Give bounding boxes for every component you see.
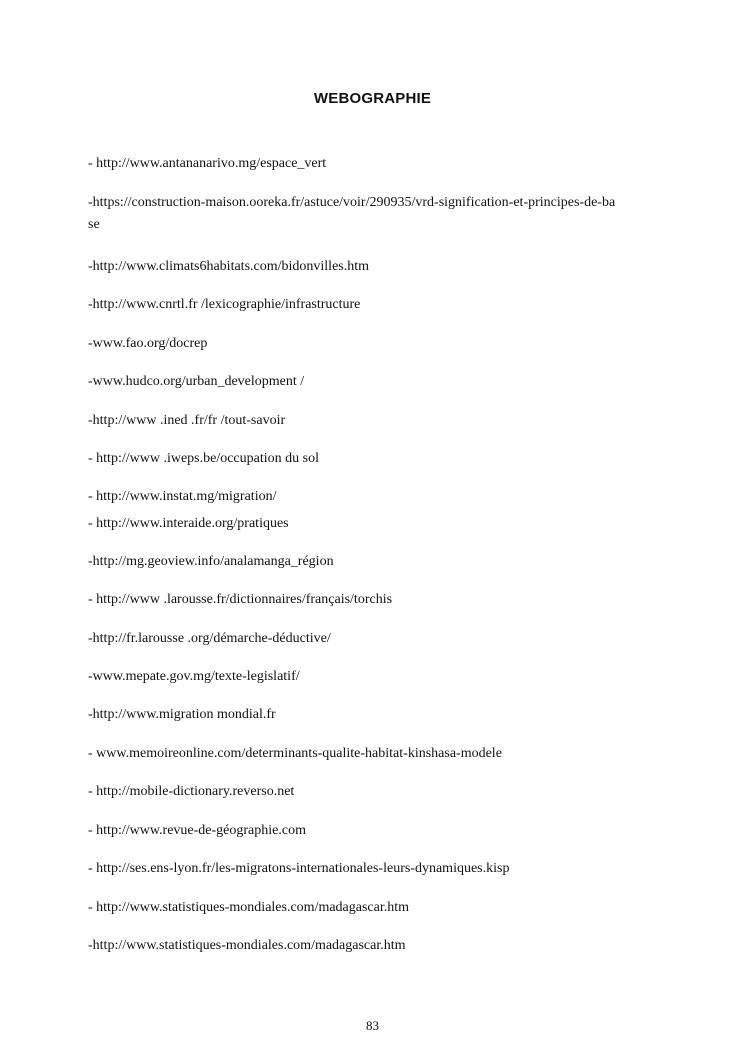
reference-entry: -http://mg.geoview.info/analamanga_région bbox=[88, 554, 334, 569]
reference-entry: - http://www.instat.mg/migration/ bbox=[88, 489, 277, 504]
reference-entry: -https://construction-maison.ooreka.fr/astuce/voir/290935/vrd-signification-et-principes-de-base bbox=[88, 195, 616, 232]
reference-entry: -http://www .ined .fr/fr /tout-savoir bbox=[88, 413, 286, 428]
reference-entry: - http://mobile-dictionary.reverso.net bbox=[88, 784, 295, 799]
reference-entry: -http://www.climats6habitats.com/bidonvilles.htm bbox=[88, 259, 370, 274]
reference-entry: - www.memoireonline.com/determinants-qualite-habitat-kinshasa-modele bbox=[88, 746, 502, 761]
reference-entry: -www.fao.org/docrep bbox=[88, 336, 208, 351]
reference-entry: - http://www.statistiques-mondiales.com/madagascar.htm bbox=[88, 900, 410, 915]
page-title: WEBOGRAPHIE bbox=[313, 90, 432, 107]
reference-entry: -www.mepate.gov.mg/texte-legislatif/ bbox=[88, 669, 300, 684]
reference-entry: - http://www .larousse.fr/dictionnaires/français/torchis bbox=[88, 592, 393, 607]
page-number: 83 bbox=[366, 1018, 379, 1033]
reference-entry: -http://www.cnrtl.fr /lexicographie/infrastructure bbox=[88, 297, 361, 312]
reference-entry: -http://www.migration mondial.fr bbox=[88, 707, 276, 722]
reference-entry: - http://www.interaide.org/pratiques bbox=[88, 516, 289, 531]
reference-entry: - http://ses.ens-lyon.fr/les-migratons-internationales-leurs-dynamiques.kisp bbox=[88, 861, 510, 876]
reference-entry: - http://www.revue-de-géographie.com bbox=[88, 823, 306, 838]
reference-entry: - http://www .iweps.be/occupation du sol bbox=[88, 451, 319, 466]
reference-entry: -www.hudco.org/urban_development / bbox=[88, 374, 305, 389]
reference-entry: -http://fr.larousse .org/démarche-déductive/ bbox=[88, 631, 331, 646]
reference-entry: -http://www.statistiques-mondiales.com/madagascar.htm bbox=[88, 938, 406, 953]
reference-entry: - http://www.antananarivo.mg/espace_vert bbox=[88, 156, 327, 171]
